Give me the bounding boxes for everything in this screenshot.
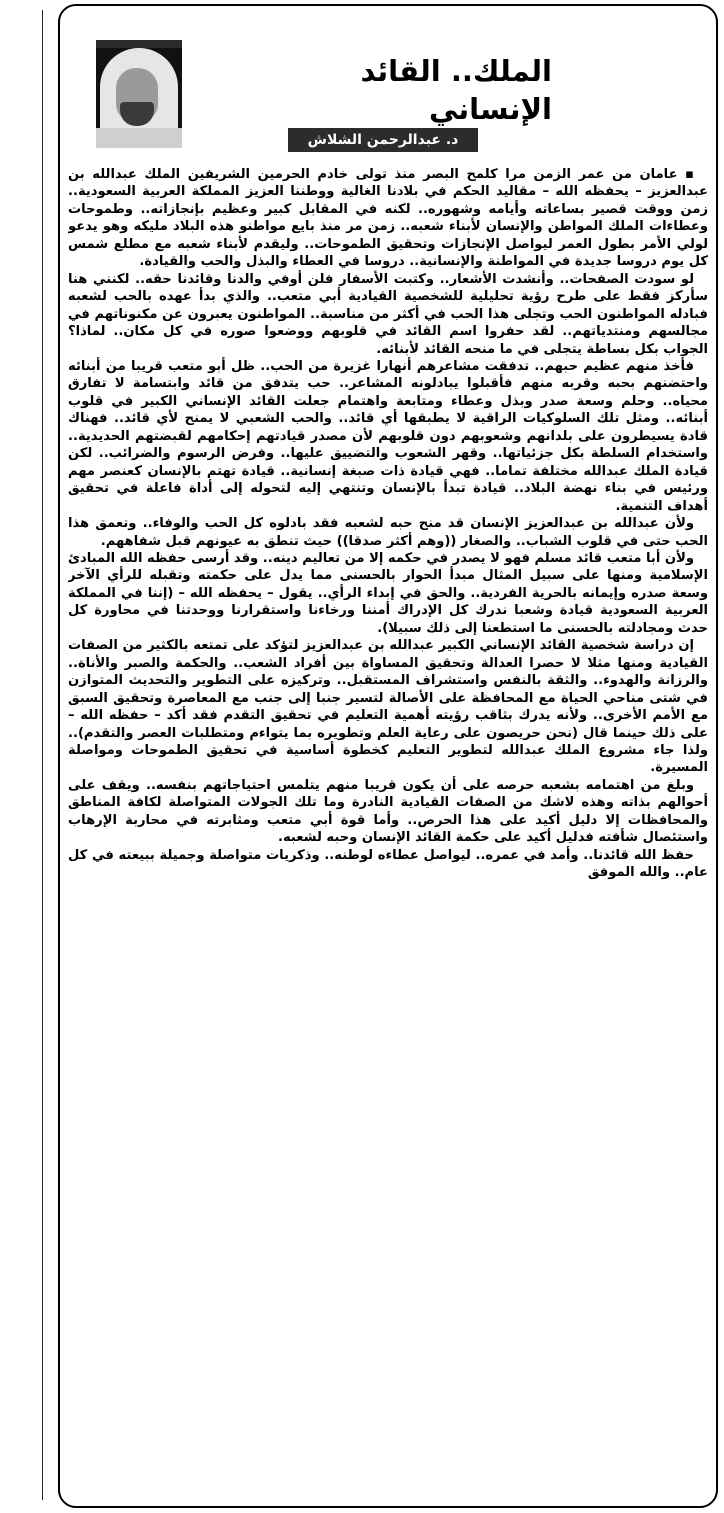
author-byline: د. عبدالرحمن الشلاش: [288, 128, 478, 152]
photo-shoulder: [96, 128, 182, 148]
column-divider: [42, 10, 43, 1500]
article-title-line2: الإنساني: [428, 92, 552, 126]
article-paragraph: وبلغ من اهتمامه بشعبه حرصه على أن يكون قريبا منهم يتلمس احتياجاتهم بنفسه.. ويقف على أحوالهم بذاته وهذه لاشك من الصفات القيادية النادرة وما تلك الجولات المتواصلة لكافة المناطق والمحافظات إلا دليل أكيد على هذا الحرص.. وأما قوة أبي متعب ومثابرته في محاربة الإرهاب واستئصال شأفته فدليل أكيد على حكمة القائد الإنسان وحبه لشعبه.: [68, 777, 708, 846]
article-title: [292, 52, 552, 128]
article-paragraph: فأخذ منهم عظيم حبهم.. تدفقت مشاعرهم أنهارا غزيرة من الحب.. ظل أبو متعب قريبا من أبنائه واحتضنهم بحبه وقربه منهم فأقبلوا يبادلونه المشاعر.. حب يتدفق من قائد وابتسامة لا تفارق محياه.. وحلم وسعة صدر وبذل وعطاء ومتابعة واهتمام جعلت القائد الإنساني الكبير في قلوب أبنائه.. ومثل تلك السلوكيات الراقية لا يطبقها أي قائد.. والحب الشعبي لا يمنح لأي قائد.. فهناك قادة يسيطرون على بلدانهم وشعوبهم دون قلوبهم لأن مصدر قيادتهم إحكامهم لقبضتهم الحديدية.. واستخدام السلطة بكل جزئياتها.. وقهر الشعوب والتضييق عليها.. وفرض الرسوم والضرائب.. لكن قيادة الملك عبدالله مختلفة تماما.. فهي قيادة ذات صبغة إنسانية.. قيادة تهتم بالإنسان كعنصر مهم ورئيس في بناء نهضة البلاد.. قيادة تبدأ بالإنسان وتنتهي إليه لتحوله إلى أداة فاعلة في تحقيق أهداف التنمية.: [68, 358, 708, 514]
article-body: [68, 166, 708, 1496]
article-paragraph: لو سودت الصفحات.. وأنشدت الأشعار.. وكتبت الأسفار فلن أوفي والدنا وقائدنا حقه.. لكنني هنا سأركز فقط على طرح رؤية تحليلية للشخصية القيادية أبي متعب.. والذي بدأ عهده بالحب لشعبه فبادله المواطنون الحب وتجلى هذا الحب في أكثر من مناسبة.. المواطنون يعبرون عن مكنوناتهم في مجالسهم ومنتدياتهم.. لقد حفروا اسم القائد في قلوبهم ووضعوا صوره في كل مكان.. لماذا؟ الجواب بكل بساطة يتجلى في ما منحه القائد لأبنائه.: [68, 271, 708, 357]
article-paragraph: ولأن عبدالله بن عبدالعزيز الإنسان قد منح حبه لشعبه فقد بادلوه كل الحب والوفاء.. وتعمق هذا الحب حتى في قلوب الشباب.. والصغار ((وهم أكثر صدقا)) حيث تنطق به عيونهم قبل شفاههم.: [68, 516, 708, 549]
article-title-line1: الملك.. القائد: [360, 54, 552, 88]
article-paragraph: حفظ الله قائدنا.. وأمد في عمره.. ليواصل عطاءه لوطنه.. وذكريات متواصلة وجميلة ببيعته في كل عام.. والله الموفق: [68, 847, 708, 881]
author-photo: [96, 40, 182, 148]
article-paragraph: إن دراسة شخصية القائد الإنساني الكبير عبدالله بن عبدالعزيز لتؤكد على تمتعه بالكثير من الصفات القيادية ومنها مثلا لا حصرا العدالة وتحقيق المساواة بين أفراد الشعب.. والحكمة والصبر والأناة.. والرزانة والهدوء.. والثقة بالنفس واستشراف المستقبل.. وتركيزه على التطوير والتحديث المتوازن في شتى مناحي الحياة مع المحافظة على الأصالة لتسير جنبا إلى جنب مع المعاصرة وتحقيق السبق مع الأمم الأخرى.. ولأنه يدرك بثاقب رؤيته أهمية التعليم في تحقيق التقدم فقد أكد – حفظه الله – على ذلك حينما قال (نحن حريصون على رعاية العلم وتطويره بما يتواءم ومتطلبات العصر والتقدم).. ولذا جاء مشروع الملك عبدالله لتطوير التعليم كخطوة أساسية في تحقيق الطموحات ومواصلة المسيرة.: [68, 638, 708, 776]
photo-top-band: [96, 40, 182, 48]
article-paragraph: ولأن أبا متعب قائد مسلم فهو لا يصدر في حكمه إلا من تعاليم دينه.. وقد أرسى حفظه الله المبادئ الإسلامية ومنها على سبيل المثال مبدأ الحوار بالحسنى مما يدل على حكمته وتقبله للرأي الآخر وسعة صدره وإيمانه بالحرية الفردية.. والحق في إبداء الرأي.. يقول – يحفظه الله – (إننا في المملكة العربية السعودية قيادة وشعبا ندرك كل الإدراك أمننا ورخاءنا واستقرارنا ووحدتنا في محاورة كل حدث ومجادلته بالحسنى ما استطعنا إلى ذلك سبيلا).: [68, 550, 708, 636]
article-paragraph: ▪ عامان من عمر الزمن مرا كلمح البصر منذ تولى خادم الحرمين الشريفين الملك عبدالله بن عبدالعزيز – يحفظه الله – مقاليد الحكم في بلادنا الغالية ووطننا العزيز المملكة العربية السعودية.. زمن ووقت قصير بساعاته وأيامه وشهوره.. لكنه في المقابل كبير وعظيم بإنجازاته.. وطموحات وعطاءات الملك المواطن والإنسان لأبناء شعبه.. زمن مر منذ بايع مواطنو هذه البلاد مليكه وهو يدعو لولي الأمر بطول العمر ليواصل الإنجازات وتحقيق الطموحات.. وليقدم لأبناء شعبه مع مطلع شمس كل يوم دروسا جديدة في المواطنة والإنسانية.. دروسا في العطاء والبذل والحب والقيادة.: [68, 167, 708, 270]
